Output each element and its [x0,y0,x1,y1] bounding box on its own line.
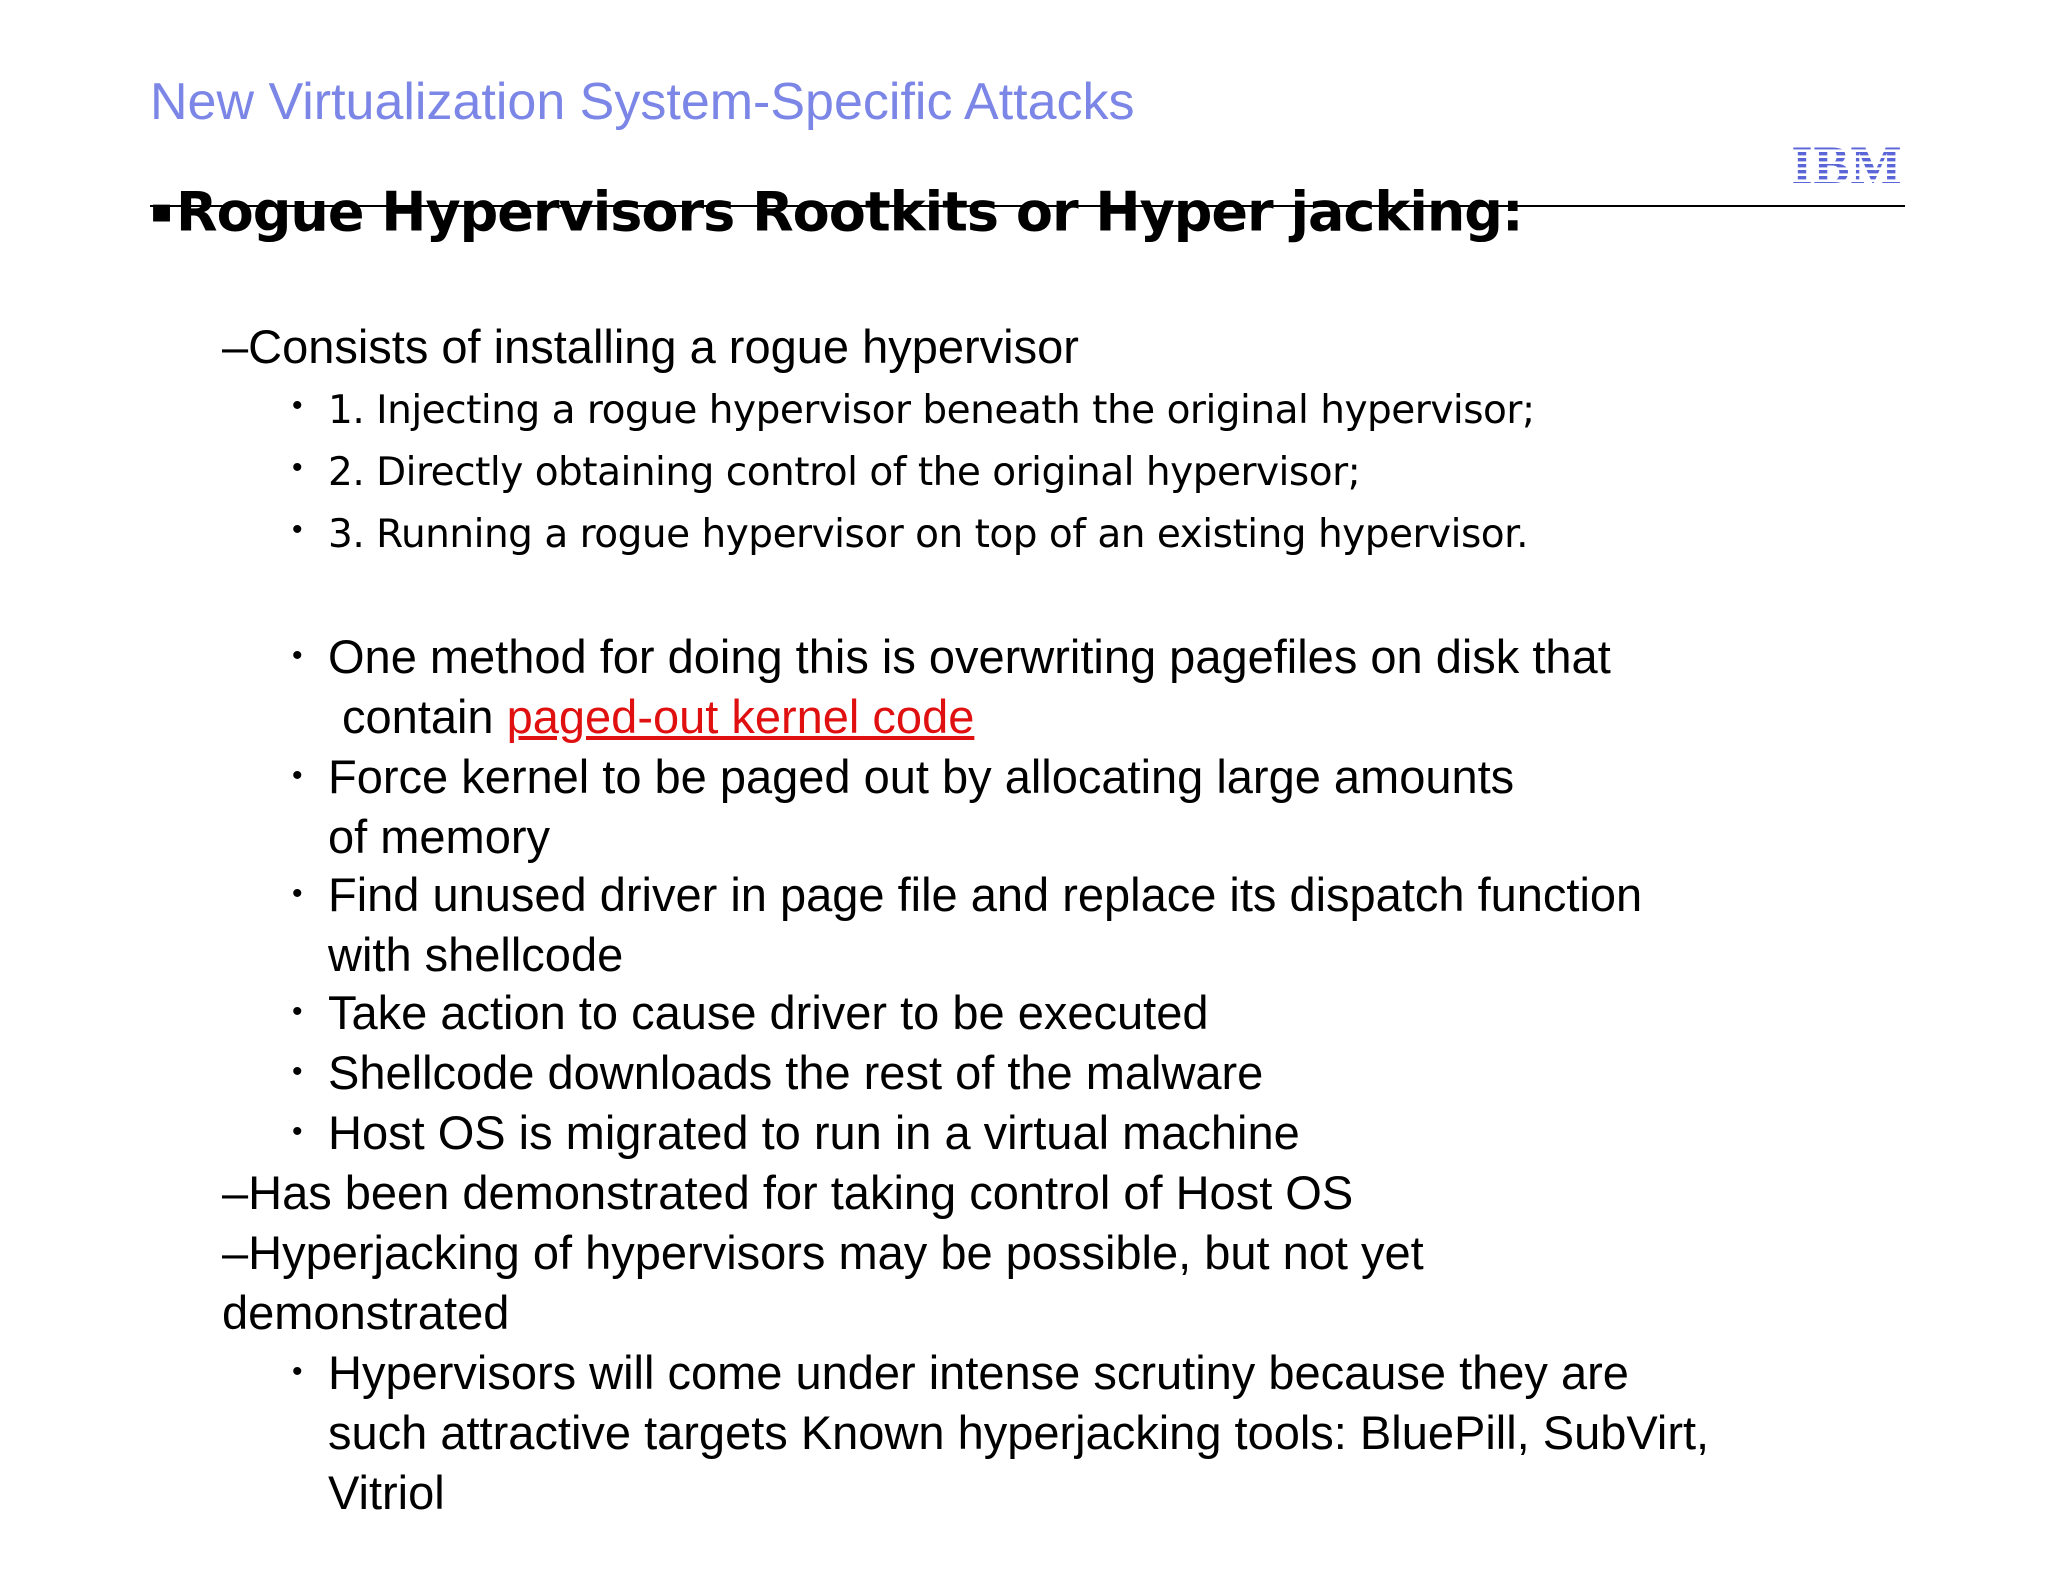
bullet-icon: • [292,1355,303,1388]
text-line: 1. Injecting a rogue hypervisor beneath the original hypervisor; [328,388,1535,433]
text-line: –Has been demonstrated for taking control of Host OS [222,1166,1354,1219]
bullet-icon: • [292,1115,303,1148]
text-line: such attractive targets Known hyperjacking tools: BluePill, SubVirt, [328,1406,1710,1459]
slide-heading [150,176,1523,248]
bullet-icon: • [292,995,303,1028]
text-line: with shellcode [328,928,624,981]
paged-out-kernel-code-link[interactable]: paged-out kernel code [506,690,975,743]
text-line: Find unused driver in page file and replace its dispatch function [328,868,1643,921]
text-line: demonstrated [222,1286,510,1339]
bullet-icon: • [292,639,303,672]
bullet-icon: • [292,451,303,484]
text-line: of memory [328,810,550,863]
text-line: –Hyperjacking of hypervisors may be possible, but not yet [222,1226,1424,1279]
text-segment: contain [342,690,494,743]
square-bullet-icon: ▪ [150,191,173,231]
text-line: Host OS is migrated to run in a virtual machine [328,1106,1300,1159]
text-line: Shellcode downloads the rest of the malware [328,1046,1264,1099]
bullet-icon: • [292,759,303,792]
text-line: 3. Running a rogue hypervisor on top of an existing hypervisor. [328,512,1528,557]
bullet-icon: • [292,389,303,422]
bullet-icon: • [292,513,303,546]
bullet-icon: • [292,877,303,910]
text-line: Vitriol [328,1466,445,1519]
text-line: Hypervisors will come under intense scrutiny because they are [328,1346,1629,1399]
heading-text: Rogue Hypervisors Rootkits or Hyper jacking: [176,180,1523,244]
ibm-logo-icon [1787,140,1907,188]
text-line: –Consists of installing a rogue hypervisor [222,320,1079,373]
text-line: Force kernel to be paged out by allocating large amounts [328,750,1515,803]
text-line: Take action to cause driver to be executed [328,986,1209,1039]
slide-title: New Virtualization System-Specific Attacks [150,73,1135,131]
text-line [342,688,974,746]
bullet-icon: • [292,1055,303,1088]
text-line: 2. Directly obtaining control of the original hypervisor; [328,450,1361,495]
text-line: One method for doing this is overwriting pagefiles on disk that [328,630,1611,683]
